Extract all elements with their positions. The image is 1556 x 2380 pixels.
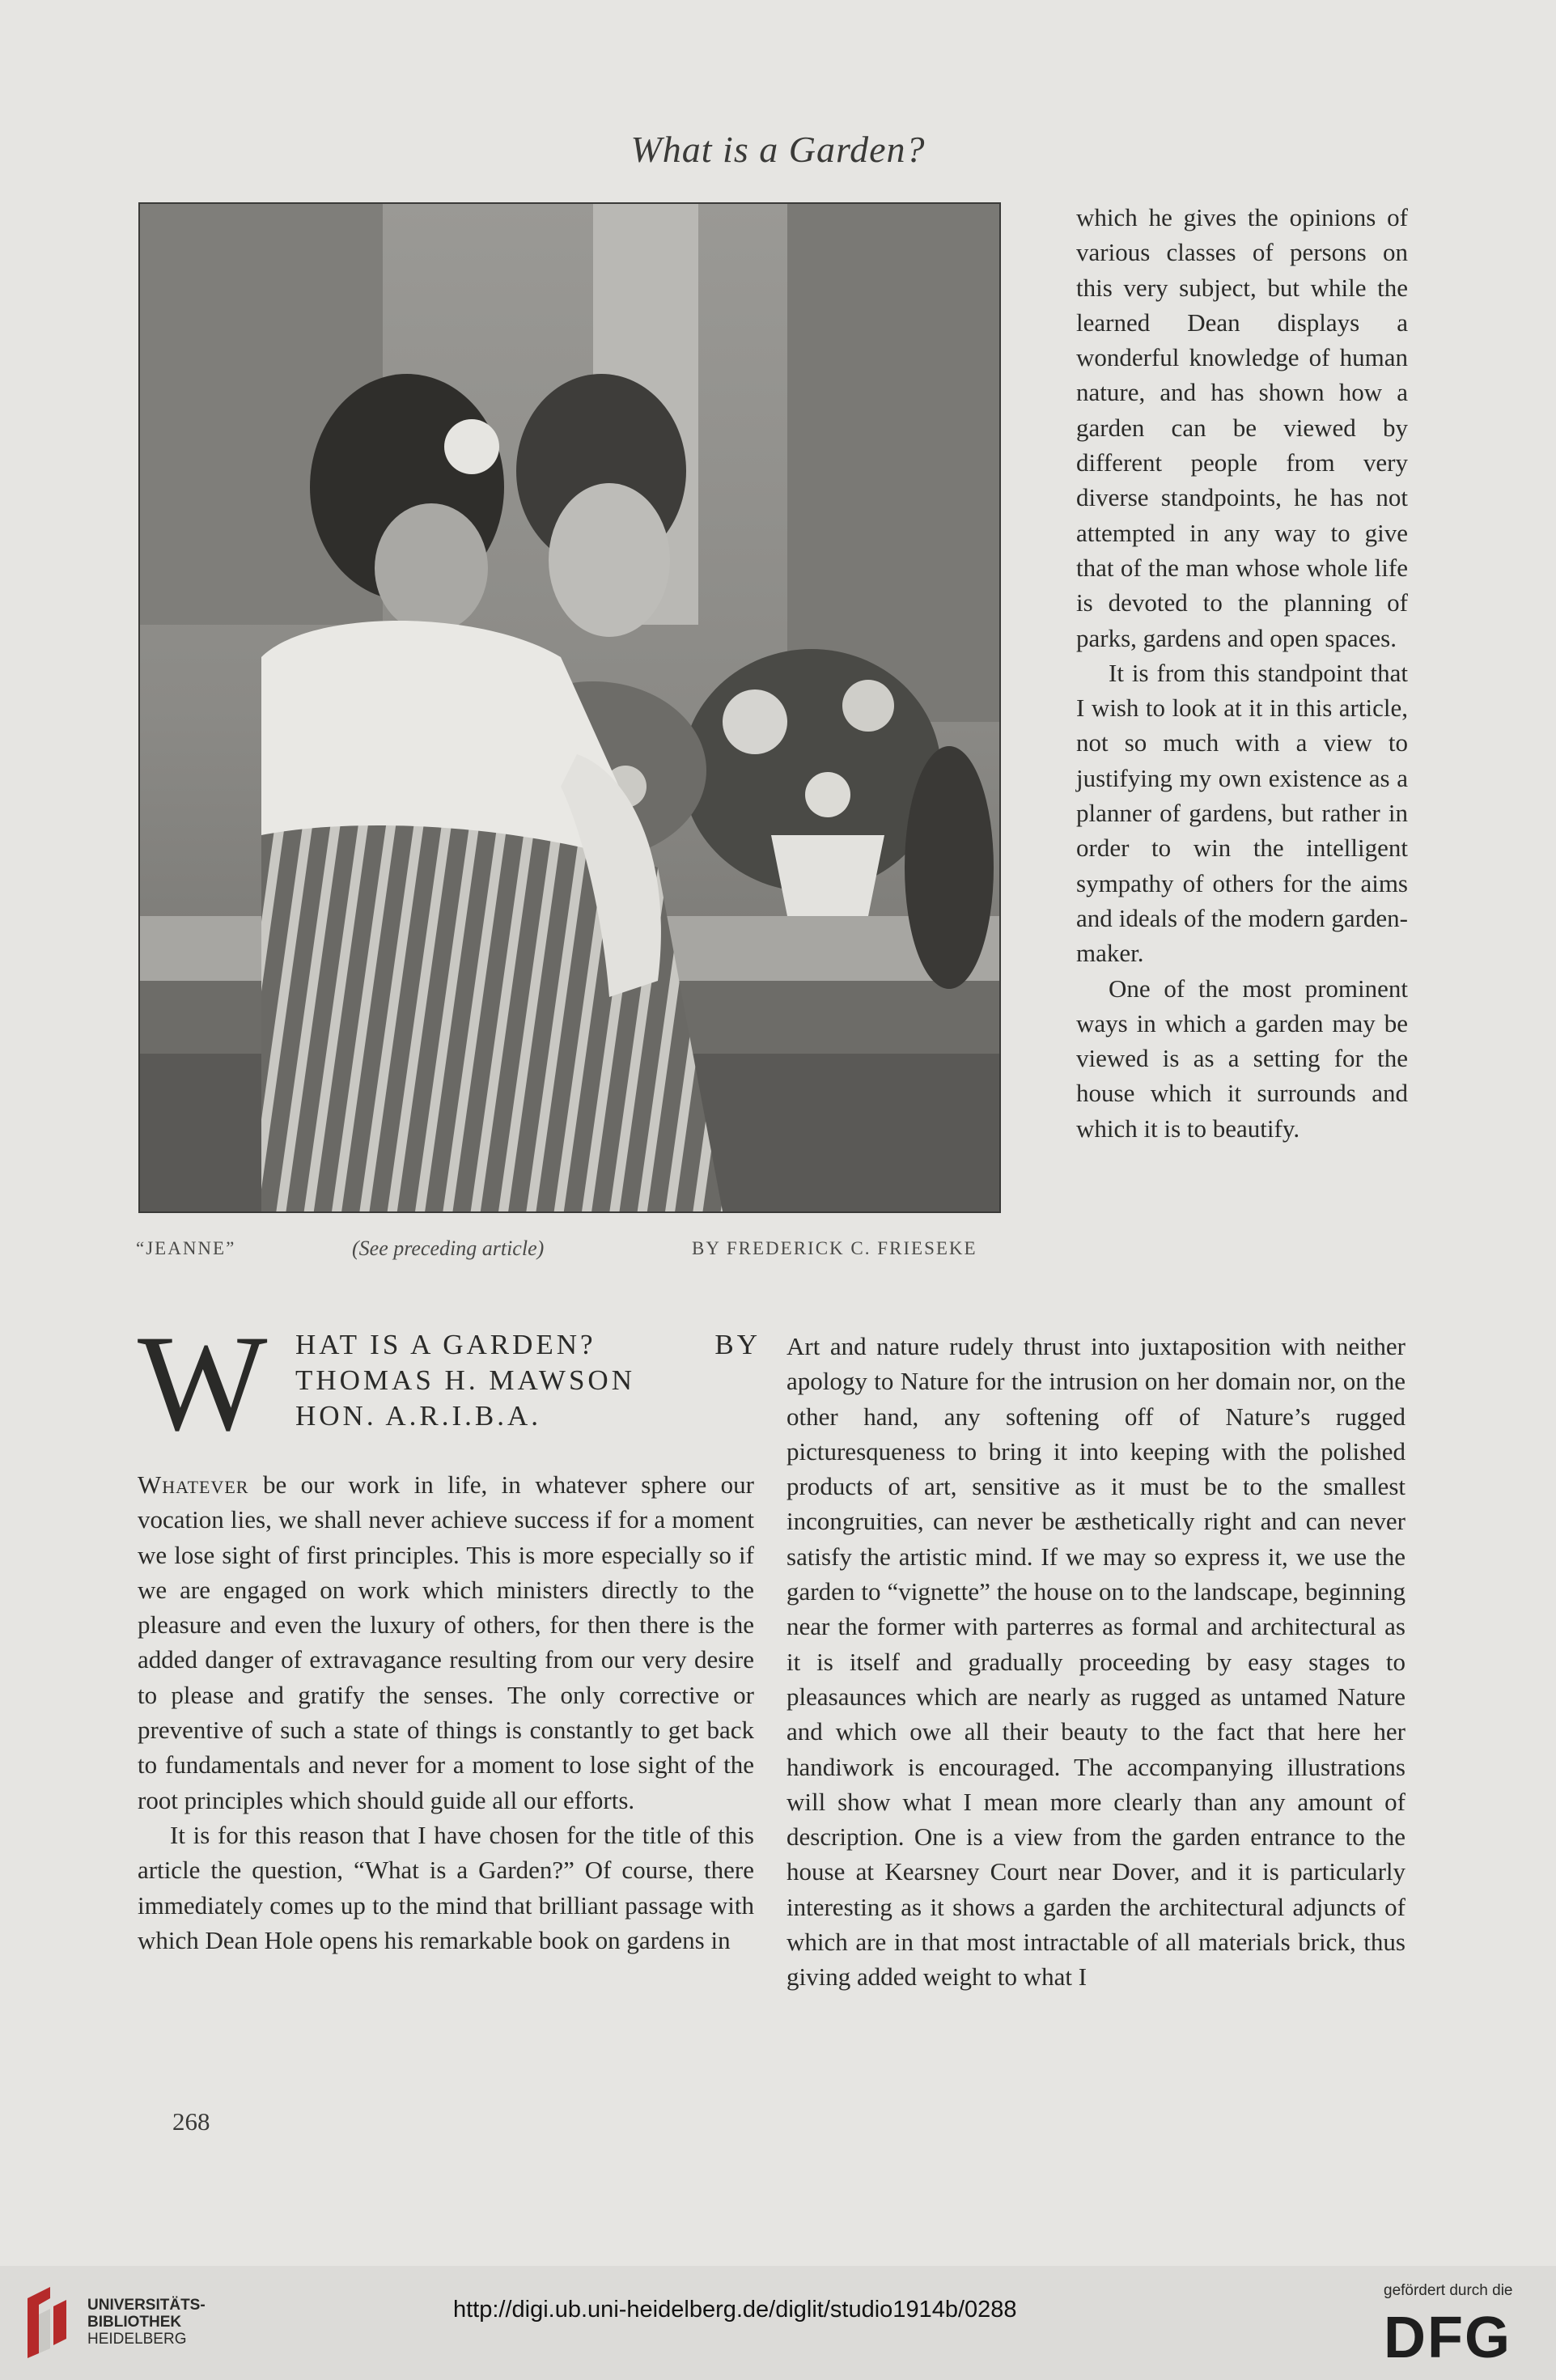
- drop-cap: W: [138, 1307, 268, 1459]
- article-heading: [138, 1307, 761, 1459]
- column-right-upper: [1076, 200, 1408, 1146]
- heading-author: THOMAS H. MAWSON: [295, 1364, 635, 1396]
- paragraph: which he gives the opinions of various classes of persons on this very subject, but while the learned Dean displays a wonderful knowledge of human nature, and has shown how a garden can be viewed by different people from very diverse standpoints, he has not attempted in any way to give that of the man whose whole life is devoted to the planning of parks, gardens and open spaces.: [1076, 203, 1408, 652]
- heading-credentials: HON. A.R.I.B.A.: [295, 1400, 542, 1432]
- library-line-2: BIBLIOTHEK: [87, 2314, 182, 2331]
- column-left: [138, 1467, 754, 1958]
- dfg-logo: DFG: [1384, 2306, 1511, 2370]
- caption-title: “JEANNE”: [136, 1238, 236, 1258]
- library-name: [87, 2297, 206, 2348]
- painting-jeanne: [138, 202, 1001, 1213]
- source-url-link[interactable]: http://digi.ub.uni-heidelberg.de/diglit/studio1914b/0288: [453, 2297, 1017, 2323]
- heading-line-1: HAT IS A GARDEN?: [295, 1329, 596, 1360]
- library-line-3: HEIDELBERG: [87, 2331, 187, 2348]
- paragraph: One of the most prominent ways in which a garden may be viewed is as a setting for the house which it surrounds and which it is to beautify.: [1076, 974, 1408, 1143]
- paragraph: Art and nature rudely thrust into juxtaposition with neither apology to Nature for the intrusion on her domain nor, on the other hand, any softening off of Nature’s rugged picturesqueness to bring it into keeping with the polished products of art, sensitive as it must be to the smallest incongruities, can never be æsthetically right and can never satisfy the artistic mind. If we may so express it, we use the garden to “vignette” the house on to the landscape, beginning near the former with parterres as formal and architectural as it is itself and gradually proceeding by easy stages to pleasaunces which are nearly as rugged as untamed Nature and which owe all their beauty to the fact that here her handiwork is encouraged. The accompanying illustrations will show what I mean more clearly than any amount of description. One is a view from the garden entrance to the house at Kearsney Court near Dover, and it is particularly interesting as it shows a garden the architectural adjuncts of which are in that most intractable of all materials brick, thus giving added weight to what I: [786, 1332, 1405, 1992]
- paragraph-text: be our work in life, in whatever sphere our vocation lies, we shall never achieve success if for a moment we lose sight of first principles. This is more especially so if we are engaged on work which ministers directly to the pleasure and even the luxury of others, for then there is the added danger of extravagance resulting from our very desire to please and gratify the senses. The only corrective or preventive of such a state of things is constantly to get back to fundamentals and never for a moment to lose sight of the root principles which should guide all our efforts.: [138, 1470, 754, 1814]
- funded-by-label: gefördert durch die: [1384, 2282, 1513, 2299]
- column-right-lower: [786, 1329, 1405, 1995]
- caption-note: (See preceding article): [352, 1237, 545, 1260]
- caption-credit: BY FREDERICK C. FRIESEKE: [692, 1238, 977, 1258]
- heading-line-1-by: BY: [714, 1329, 761, 1360]
- painting-illustration: [140, 204, 999, 1211]
- lead-in: Whatever: [138, 1470, 249, 1499]
- paragraph: [138, 1467, 754, 1818]
- paragraph: It is for this reason that I have chosen for the title of this article the question, “What is a Garden?” Of course, there immediately comes up to the mind that brilliant passage with which Dean Hole opens his remarkable book on gardens in: [138, 1820, 754, 1954]
- paragraph: It is from this standpoint that I wish to look at it in this article, not so much with a view to justifying my own existence as a planner of gardens, but rather in order to win the intelligent sympathy of others for the aims and ideals of the modern garden-maker.: [1076, 658, 1408, 968]
- running-head: What is a Garden?: [630, 129, 926, 170]
- library-line-1: UNIVERSITÄTS-: [87, 2297, 206, 2314]
- page-number: 268: [172, 2107, 210, 2136]
- library-logo-icon: [18, 2282, 74, 2367]
